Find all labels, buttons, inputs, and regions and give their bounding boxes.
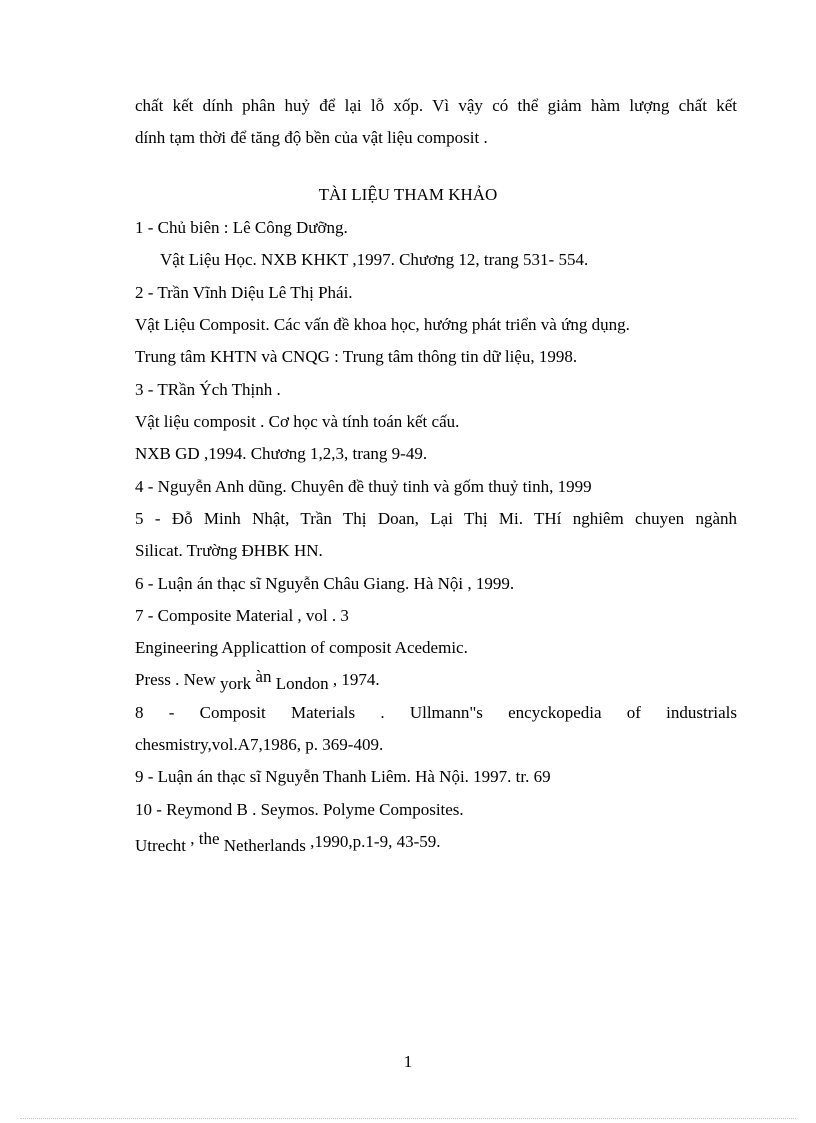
reference-3-publisher: NXB GD ,1994. Chương 1,2,3, trang 9-49.: [135, 444, 428, 463]
reference-6: 6 - Luận án thạc sĩ Nguyễn Châu Giang. Hà Nội , 1999.: [135, 574, 515, 593]
reference-10-publisher-part: Netherlands: [219, 836, 306, 855]
body-text-line-2: dính tạm thời để tăng độ bền của vật liệu composit .: [135, 128, 488, 147]
reference-7-publisher-part: àn: [251, 667, 276, 686]
reference-10-publisher-part: , the: [190, 829, 220, 848]
reference-2-publisher: Trung tâm KHTN và CNQG : Trung tâm thông tin dữ liệu, 1998.: [135, 347, 578, 366]
page-bottom-border: [20, 1118, 796, 1119]
reference-8-line-1: 8 - Composit Materials . Ullmann"s encyckopedia of industrials: [135, 703, 737, 722]
reference-1-title: Vật Liệu Học. NXB KHKT ,1997. Chương 12, trang 531- 554.: [160, 250, 589, 269]
reference-7-publisher-part: London: [275, 674, 329, 693]
reference-1-author: 1 - Chủ biên : Lê Công Dưỡng.: [135, 218, 348, 237]
reference-4: 4 - Nguyễn Anh dũng. Chuyên đề thuỷ tinh và gốm thuỷ tinh, 1999: [135, 477, 592, 496]
page-number: 1: [403, 1052, 413, 1071]
reference-10-publisher: [135, 831, 737, 853]
reference-2-title: Vật Liệu Composit. Các vấn đề khoa học, hướng phát triển và ứng dụng.: [135, 315, 630, 334]
reference-7-publisher: [135, 669, 737, 691]
reference-7-title: 7 - Composite Material , vol . 3: [135, 606, 349, 625]
reference-3-title: Vật liệu composit . Cơ học và tính toán kết cấu.: [135, 412, 460, 431]
reference-9: 9 - Luận án thạc sĩ Nguyễn Thanh Liêm. Hà Nội. 1997. tr. 69: [135, 767, 551, 786]
reference-5-line-1: 5 - Đỗ Minh Nhật, Trần Thị Doan, Lại Thị Mi. THí nghiêm chuyen ngành: [135, 509, 737, 528]
references-heading: TÀI LIỆU THAM KHẢO: [318, 185, 498, 204]
reference-7-publisher-part: Press . New: [135, 670, 220, 689]
reference-2-author: 2 - Trần Vĩnh Diệu Lê Thị Phái.: [135, 283, 353, 302]
reference-8-line-2: chesmistry,vol.A7,1986, p. 369-409.: [135, 735, 384, 754]
body-text-line-1: chất kết dính phân huỷ để lại lỗ xốp. Vì vậy có thể giảm hàm lượng chất kết: [135, 96, 737, 115]
reference-7-subtitle: Engineering Applicattion of composit Acedemic.: [135, 638, 468, 657]
reference-3-author: 3 - TRần Ých Thịnh .: [135, 380, 281, 399]
reference-10-publisher-part: Utrecht: [135, 836, 191, 855]
reference-7-publisher-part: , 1974.: [328, 670, 380, 689]
reference-10-title: 10 - Reymond B . Seymos. Polyme Composites.: [135, 800, 464, 819]
reference-10-publisher-part: ,1990,p.1-9, 43-59.: [305, 832, 441, 851]
reference-7-publisher-part: york: [220, 674, 252, 693]
reference-5-line-2: Silicat. Trường ĐHBK HN.: [135, 541, 323, 560]
